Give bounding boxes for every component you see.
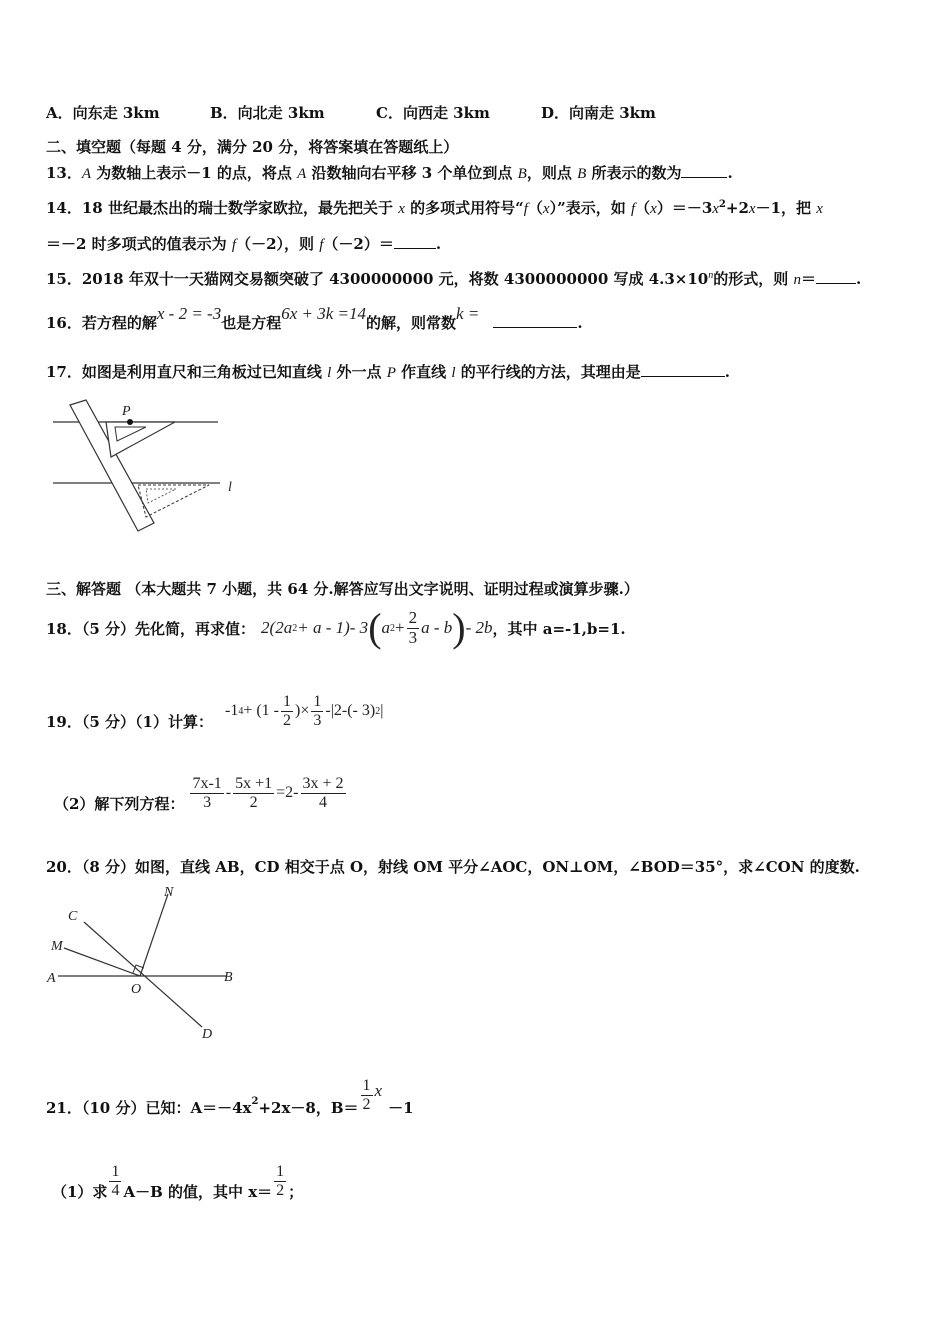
q19-eq-part-2: -: [225, 784, 232, 801]
q16-equation-2: 6x + 3k =14: [281, 304, 367, 323]
q13-end: .: [727, 164, 733, 182]
label-o: O: [131, 982, 142, 997]
question-17: [46, 361, 730, 382]
q16-text-1: 16．若方程的解: [46, 314, 157, 332]
q14-x2: x: [542, 201, 550, 217]
label-p: P: [122, 404, 131, 419]
q19-text-2: （2）解下列方程：: [54, 794, 185, 813]
ruler: [70, 400, 154, 531]
q14-x3: x: [650, 201, 657, 217]
q17-ruler-triangle-figure: [48, 395, 248, 545]
q15-sup-n: n: [708, 270, 714, 281]
q21-p1-text-a: （1）求: [52, 1182, 108, 1201]
q19-frac2-den: 3: [313, 711, 322, 729]
q13-text-2: 沿数轴向右平移 3 个单位到点: [306, 164, 518, 182]
q21-var-x: x: [374, 1081, 383, 1100]
q15-end: .: [856, 270, 862, 288]
q15-var-n: n: [793, 272, 801, 288]
label-l: l: [228, 480, 232, 495]
q19-eq-frac2-den: 2: [249, 793, 258, 811]
q18-part-4: +: [395, 618, 405, 637]
question-21: [46, 1072, 414, 1122]
q15-text-1: 15．2018 年双十一天猫网交易额突破了 4300000000 元，将数 4300000000 写成 4.3×10: [46, 270, 709, 288]
q17-var-p: P: [386, 365, 396, 381]
q18-sup-2: 2: [390, 622, 396, 634]
question-15: [46, 268, 861, 289]
q14-text-2a: ＝－2 时多项式的值表示为: [46, 235, 232, 253]
q13-var-b2: B: [577, 166, 587, 182]
question-13: [46, 162, 733, 183]
q17-var-l1: l: [327, 365, 332, 381]
q13-var-a: A: [81, 166, 92, 182]
question-19-part-1: [46, 688, 383, 734]
q18-text-2: ，其中 a=-1,b=1.: [492, 619, 626, 638]
line-cd: [84, 922, 202, 1027]
q14-x5: x: [748, 201, 756, 217]
q19-expression: [225, 693, 383, 729]
q19-part-5: |: [380, 702, 384, 719]
q17-text-4: 的平行线的方法，其理由是: [455, 363, 641, 381]
q19-sup-1: 4: [238, 705, 244, 717]
label-b: B: [224, 970, 233, 985]
q19-eq-frac3-den: 4: [319, 793, 328, 811]
q21-frac-num: 1: [362, 1076, 371, 1094]
q17-answer-blank[interactable]: [641, 362, 725, 377]
q19-eq-frac1-den: 3: [203, 793, 212, 811]
q18-part-2: + a - 1)- 3: [297, 618, 369, 637]
label-m: M: [51, 939, 63, 954]
q21-sup: 2: [251, 1095, 259, 1107]
q15-text-2: 的形式，则: [713, 270, 794, 288]
q17-var-l2: l: [451, 365, 456, 381]
q14-f3: f: [231, 237, 237, 253]
q21-p1-x-num: 1: [276, 1162, 285, 1180]
q18-sup-1: 2: [292, 622, 298, 634]
q14-f2: f: [630, 201, 636, 217]
label-a: A: [47, 971, 56, 986]
label-n: N: [164, 885, 174, 900]
q17-text-2: 外一点: [331, 363, 387, 381]
question-19-part-2: [46, 770, 348, 816]
q19-frac1-num: 1: [283, 692, 291, 710]
question-20: 20．（8 分）如图，直线 AB，CD 相交于点 O，射线 OM 平分∠AOC，ON⊥OM，∠BOD＝35°，求∠CON 的度数.: [46, 858, 860, 876]
option-c: C．向西走 3km: [376, 104, 490, 122]
q16-answer-blank[interactable]: [493, 313, 577, 328]
question-14-line-2: [46, 233, 441, 254]
q21-p1-x-den: 2: [276, 1181, 285, 1199]
q14-text-2b: （－2），则: [236, 235, 320, 253]
q14-x4: x: [712, 201, 719, 217]
q15-text-3: ＝: [800, 270, 816, 288]
q18-fraction: [407, 609, 420, 647]
q16-equation-3: k =: [456, 304, 480, 323]
q19-eq-frac3-num: 3x + 2: [302, 774, 344, 792]
q14-text-2c: （－2）＝: [323, 235, 394, 253]
q19-part-1: -1: [224, 702, 239, 719]
q16-text-3: 的解，则常数: [366, 314, 457, 332]
q19-eq-frac2-num: 5x +1: [235, 774, 273, 792]
q18-part-5: a - b: [421, 618, 453, 637]
q19-sup-2: 2: [375, 705, 381, 717]
q14-text-1h: －1，把: [755, 199, 817, 217]
q19-part-2: + (1 -: [243, 702, 279, 719]
q13-answer-blank[interactable]: [681, 163, 727, 178]
q21-text-1: 21．（10 分）已知：A＝－4x: [46, 1098, 252, 1117]
q18-part-6: - 2b: [465, 618, 493, 637]
q18-expression: 2(2a 2 + a - 1)- 3 ( a 2 + $\frac{2}{3}$ a - b ) - 2b: [261, 605, 493, 650]
section-2-heading: 二、填空题（每题 4 分，满分 20 分，将答案填在答题纸上）: [46, 138, 459, 156]
q14-text-1g: +2: [725, 199, 749, 217]
q19-frac1-den: 2: [283, 711, 291, 729]
q18-frac-den: 3: [408, 627, 418, 647]
q20-angle-figure: [44, 880, 244, 1045]
q13-text-4: 所表示的数为: [586, 164, 682, 182]
q14-text-1a: 14．18 世纪最杰出的瑞士数学家欧拉，最先把关于: [46, 199, 399, 217]
label-d: D: [202, 1027, 213, 1042]
q13-text-1: 为数轴上表示－1 的点，将点: [91, 164, 298, 182]
question-16: [46, 304, 583, 333]
q18-part-1: 2(2a: [261, 618, 293, 637]
q21-p1-frac-den: 4: [111, 1181, 120, 1199]
q13-text-3: ，则点: [526, 164, 578, 182]
q19-eq-frac1-num: 7x-1: [192, 774, 222, 792]
q13-var-a2: A: [297, 166, 307, 182]
triangle-dashed-inner: [146, 489, 176, 503]
q14-text-1d: ）”表示，如: [549, 199, 631, 217]
q14-end: .: [435, 235, 442, 253]
label-c: C: [68, 909, 78, 924]
q18-part-3: a: [381, 618, 391, 637]
q14-x1: x: [398, 201, 405, 217]
q19-eq-part-4: =2-: [276, 784, 299, 801]
q19-text-1: 19．（5 分）（1）计算：: [46, 712, 213, 731]
q14-f4: f: [319, 237, 324, 253]
q21-frac-den: 2: [362, 1095, 371, 1113]
q19-equation: [188, 775, 347, 811]
q14-answer-blank[interactable]: [394, 234, 436, 249]
q14-f1: f: [523, 201, 528, 217]
q14-text-1f: ）＝－3: [656, 199, 713, 217]
q17-text-3: 作直线: [395, 363, 452, 381]
option-d: D．向南走 3km: [541, 104, 656, 122]
q21-text-3: －1: [388, 1098, 414, 1117]
question-14-line-1: [46, 197, 823, 218]
point-p: [127, 419, 133, 425]
q13-var-b: B: [517, 166, 527, 182]
q16-text-2: 也是方程: [221, 314, 282, 332]
q18-text-1: 18．（5 分）先化简，再求值：: [46, 619, 256, 638]
option-b: B．向北走 3km: [210, 104, 325, 122]
q16-end: .: [577, 314, 583, 332]
q14-text-1e: （: [635, 199, 651, 217]
q14-x6: x: [816, 201, 823, 217]
q14-text-1c: （: [527, 199, 543, 217]
q19-part-3: )×: [295, 702, 310, 719]
q21-text-2: +2x－8，B＝: [258, 1098, 359, 1117]
q19-part-4: -|2-(- 3): [325, 702, 376, 719]
q14-text-1b: 的多项式用符号“: [404, 199, 524, 217]
q18-frac-num: 2: [408, 607, 418, 627]
q21-p1-frac-num: 1: [111, 1162, 120, 1180]
q15-answer-blank[interactable]: [816, 269, 856, 284]
q14-sup-2: 2: [718, 199, 726, 210]
q17-text-1: 17．如图是利用直尺和三角板过已知直线: [46, 363, 328, 381]
q17-end: .: [724, 363, 730, 381]
q13-number: 13．: [46, 164, 82, 182]
q21-p1-text-c: ；: [288, 1182, 304, 1201]
section-3-heading: 三、解答题 （本大题共 7 小题，共 64 分.解答应写出文字说明、证明过程或演算步骤.）: [46, 580, 639, 598]
question-18: [46, 605, 626, 651]
q21-p1-text-b: A－B 的值，其中 x＝: [123, 1182, 273, 1201]
q16-equation-1: x - 2 = -3: [156, 304, 222, 323]
ray-on: [140, 894, 168, 976]
q19-frac2-num: 1: [313, 692, 322, 710]
question-21-part-1: [46, 1156, 303, 1206]
option-a: A．向东走 3km: [46, 104, 160, 122]
